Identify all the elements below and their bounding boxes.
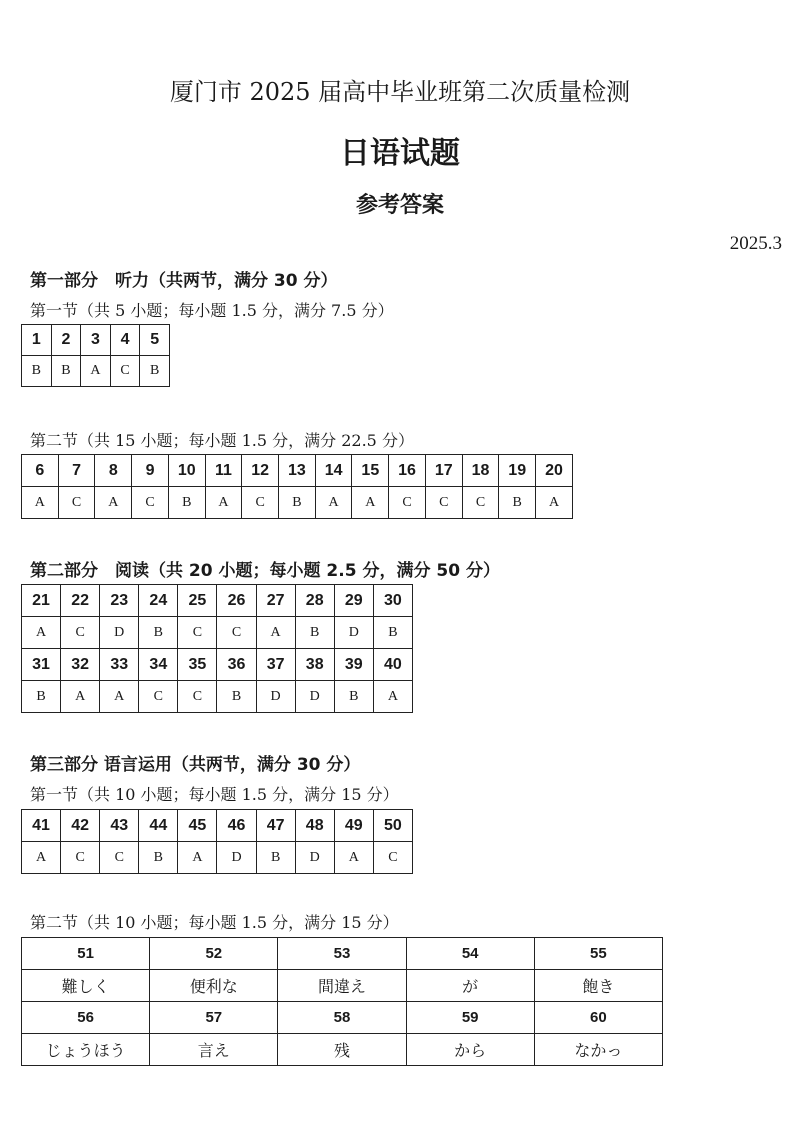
answer-cell: A: [95, 487, 132, 519]
question-number-cell: 44: [139, 810, 178, 842]
answer-cell: A: [536, 487, 573, 519]
answer-cell: C: [178, 681, 217, 713]
question-number-cell: 37: [256, 649, 295, 681]
question-number-cell: 32: [61, 649, 100, 681]
question-number-cell: 54: [406, 938, 534, 970]
part3-section1-heading: 第一节（共 10 小题；每小题 1.5 分，满分 15 分）: [30, 785, 399, 804]
answer-cell: D: [295, 842, 334, 874]
question-number-cell: 36: [217, 649, 256, 681]
answer-cell: D: [256, 681, 295, 713]
answer-row: [22, 487, 573, 519]
part2-heading: 第二部分 阅读（共 20 小题；每小题 2.5 分，满分 50 分）: [30, 561, 500, 581]
question-number-cell: 5: [140, 325, 170, 356]
question-number-cell: 4: [110, 325, 140, 356]
number-row: [22, 810, 413, 842]
question-number-cell: 49: [334, 810, 373, 842]
question-number-cell: 12: [242, 455, 279, 487]
answer-cell: じょうほう: [22, 1034, 150, 1066]
question-number-cell: 8: [95, 455, 132, 487]
number-row: [22, 325, 170, 356]
number-row: [22, 455, 573, 487]
answer-cell: B: [373, 617, 412, 649]
question-number-cell: 52: [150, 938, 278, 970]
answer-cell: 言え: [150, 1034, 278, 1066]
answer-cell: A: [352, 487, 389, 519]
part1-section2-heading: 第二节（共 15 小题；每小题 1.5 分，满分 22.5 分）: [30, 431, 414, 450]
question-number-cell: 34: [139, 649, 178, 681]
answer-cell: A: [81, 356, 111, 387]
answer-cell: A: [22, 617, 61, 649]
answer-row: [22, 356, 170, 387]
question-number-cell: 42: [61, 810, 100, 842]
answer-row: [22, 681, 413, 713]
question-number-cell: 35: [178, 649, 217, 681]
answer-cell: から: [406, 1034, 534, 1066]
answer-row: [22, 617, 413, 649]
question-number-cell: 20: [536, 455, 573, 487]
question-number-cell: 27: [256, 585, 295, 617]
question-number-cell: 3: [81, 325, 111, 356]
question-number-cell: 58: [278, 1002, 406, 1034]
question-number-cell: 23: [100, 585, 139, 617]
question-number-cell: 28: [295, 585, 334, 617]
answer-cell: A: [178, 842, 217, 874]
answer-cell: C: [178, 617, 217, 649]
question-number-cell: 19: [499, 455, 536, 487]
question-number-cell: 33: [100, 649, 139, 681]
question-number-cell: 6: [22, 455, 59, 487]
answer-cell: C: [217, 617, 256, 649]
answer-cell: D: [295, 681, 334, 713]
answer-cell: A: [373, 681, 412, 713]
answer-row: [22, 842, 413, 874]
question-number-cell: 40: [373, 649, 412, 681]
question-number-cell: 18: [462, 455, 499, 487]
question-number-cell: 29: [334, 585, 373, 617]
answer-cell: B: [168, 487, 205, 519]
part1-section1-table: [21, 324, 170, 387]
question-number-cell: 59: [406, 1002, 534, 1034]
answer-row: [22, 1034, 663, 1066]
question-number-cell: 11: [205, 455, 242, 487]
number-row: [22, 585, 413, 617]
question-number-cell: 17: [425, 455, 462, 487]
part3-section1-table: [21, 809, 413, 874]
question-number-cell: 45: [178, 810, 217, 842]
answer-row: [22, 970, 663, 1002]
answer-cell: が: [406, 970, 534, 1002]
answer-cell: 飽き: [534, 970, 662, 1002]
answer-cell: B: [334, 681, 373, 713]
answer-cell: B: [139, 842, 178, 874]
question-number-cell: 30: [373, 585, 412, 617]
question-number-cell: 50: [373, 810, 412, 842]
answer-cell: A: [205, 487, 242, 519]
answer-cell: A: [22, 842, 61, 874]
answer-cell: B: [256, 842, 295, 874]
answer-cell: C: [139, 681, 178, 713]
answer-cell: C: [58, 487, 95, 519]
answer-cell: D: [217, 842, 256, 874]
exam-date: 2025.3: [729, 233, 782, 254]
question-number-cell: 15: [352, 455, 389, 487]
answer-cell: B: [22, 356, 52, 387]
question-number-cell: 7: [58, 455, 95, 487]
answer-cell: C: [100, 842, 139, 874]
answer-cell: A: [22, 487, 59, 519]
answer-cell: D: [334, 617, 373, 649]
answer-cell: A: [61, 681, 100, 713]
question-number-cell: 13: [279, 455, 316, 487]
question-number-cell: 2: [51, 325, 81, 356]
question-number-cell: 16: [389, 455, 426, 487]
answer-cell: B: [499, 487, 536, 519]
part3-section2-table: [21, 937, 663, 1066]
question-number-cell: 60: [534, 1002, 662, 1034]
question-number-cell: 1: [22, 325, 52, 356]
answer-cell: C: [373, 842, 412, 874]
answer-cell: B: [140, 356, 170, 387]
answer-cell: C: [110, 356, 140, 387]
question-number-cell: 46: [217, 810, 256, 842]
question-number-cell: 48: [295, 810, 334, 842]
answer-cell: C: [242, 487, 279, 519]
question-number-cell: 43: [100, 810, 139, 842]
question-number-cell: 14: [315, 455, 352, 487]
subject-title: 日语试题: [340, 136, 460, 171]
question-number-cell: 9: [132, 455, 169, 487]
answer-cell: A: [315, 487, 352, 519]
question-number-cell: 10: [168, 455, 205, 487]
answer-cell: C: [462, 487, 499, 519]
answer-cell: B: [217, 681, 256, 713]
question-number-cell: 41: [22, 810, 61, 842]
answer-cell: C: [61, 842, 100, 874]
answer-cell: 便利な: [150, 970, 278, 1002]
answer-cell: C: [389, 487, 426, 519]
answer-cell: C: [61, 617, 100, 649]
question-number-cell: 55: [534, 938, 662, 970]
question-number-cell: 53: [278, 938, 406, 970]
part1-section2-table: [21, 454, 573, 519]
part1-section1-heading: 第一节（共 5 小题；每小题 1.5 分，满分 7.5 分）: [30, 301, 394, 320]
answer-cell: B: [51, 356, 81, 387]
answer-cell: A: [334, 842, 373, 874]
question-number-cell: 26: [217, 585, 256, 617]
exam-title: 厦门市 2025 届高中毕业班第二次质量检测: [169, 78, 631, 106]
question-number-cell: 56: [22, 1002, 150, 1034]
number-row: [22, 1002, 663, 1034]
answer-cell: B: [279, 487, 316, 519]
question-number-cell: 24: [139, 585, 178, 617]
answer-cell: C: [132, 487, 169, 519]
question-number-cell: 39: [334, 649, 373, 681]
question-number-cell: 38: [295, 649, 334, 681]
part1-heading: 第一部分 听力（共两节，满分 30 分）: [30, 271, 338, 291]
answer-cell: B: [295, 617, 334, 649]
answer-cell: 間違え: [278, 970, 406, 1002]
answer-cell: 残: [278, 1034, 406, 1066]
number-row: [22, 938, 663, 970]
number-row: [22, 649, 413, 681]
answer-cell: A: [256, 617, 295, 649]
answer-cell: A: [100, 681, 139, 713]
question-number-cell: 22: [61, 585, 100, 617]
answer-cell: 難しく: [22, 970, 150, 1002]
answer-cell: B: [139, 617, 178, 649]
question-number-cell: 25: [178, 585, 217, 617]
part3-heading: 第三部分 语言运用（共两节，满分 30 分）: [30, 755, 361, 775]
answer-cell: B: [22, 681, 61, 713]
question-number-cell: 31: [22, 649, 61, 681]
question-number-cell: 21: [22, 585, 61, 617]
answer-cell: なかっ: [534, 1034, 662, 1066]
part2-table: [21, 584, 413, 713]
question-number-cell: 51: [22, 938, 150, 970]
answer-cell: C: [425, 487, 462, 519]
question-number-cell: 47: [256, 810, 295, 842]
answer-key-title: 参考答案: [355, 193, 444, 218]
question-number-cell: 57: [150, 1002, 278, 1034]
answer-cell: D: [100, 617, 139, 649]
part3-section2-heading: 第二节（共 10 小题；每小题 1.5 分，满分 15 分）: [30, 913, 399, 932]
